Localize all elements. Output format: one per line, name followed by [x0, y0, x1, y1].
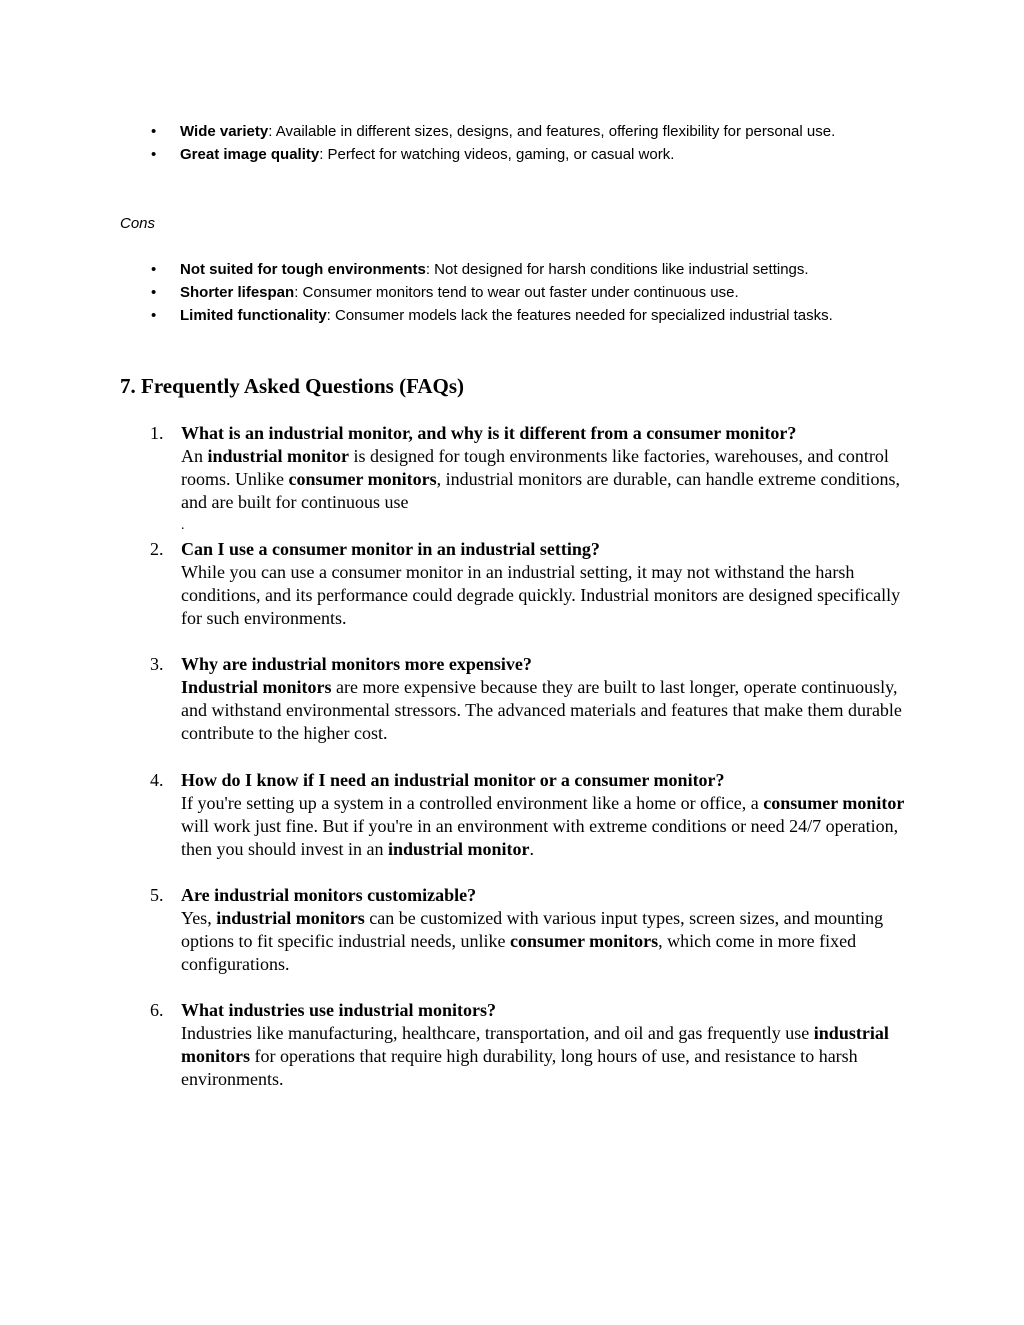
stray-period: . — [181, 518, 185, 533]
faq-number: 3. — [150, 654, 164, 674]
faq-heading: 7. Frequently Asked Questions (FAQs) — [120, 374, 464, 398]
bullet-icon: • — [151, 284, 157, 301]
list-item-term: Limited functionality — [180, 307, 327, 324]
answer-emphasis: industrial monitors — [181, 1023, 889, 1066]
faq-item — [0, 653, 1024, 745]
faq-number: 6. — [150, 1000, 164, 1020]
answer-emphasis: industrial monitors — [216, 908, 365, 928]
answer-emphasis: Industrial monitors — [181, 677, 332, 697]
answer-emphasis: consumer monitor — [763, 793, 905, 813]
answer-text: . — [529, 839, 534, 859]
list-item — [0, 120, 1024, 143]
answer-text: , industrial monitors are durable, can handle extreme conditions, and are built for continuous use — [181, 469, 901, 512]
answer-emphasis: consumer monitors — [509, 931, 659, 951]
cons-label: Cons — [120, 215, 156, 232]
faq-number: 5. — [150, 885, 164, 905]
list-item-term: Wide variety — [180, 123, 269, 140]
answer-text: , which come in more fixed configurations. — [181, 931, 857, 974]
faq-item — [0, 999, 1024, 1091]
faq-body — [181, 884, 911, 976]
list-item-text: : Consumer models lack the features needed for specialized industrial tasks. — [326, 307, 833, 324]
faq-item — [0, 538, 1024, 630]
answer-text: are more expensive because they are built to last longer, operate continuously, and withstand environmental stressors. The advanced materials and features that make them durable contribute to the higher cost. — [181, 677, 902, 743]
faq-number: 1. — [150, 423, 164, 443]
list-item — [0, 258, 1024, 281]
answer-text: Yes, — [181, 908, 217, 928]
answer-emphasis: industrial monitor — [207, 446, 350, 466]
cons-list — [0, 258, 1024, 327]
faq-question: Why are industrial monitors more expensive? — [181, 654, 532, 674]
list-item-term: Not suited for tough environments — [180, 261, 426, 278]
list-item-text: : Not designed for harsh conditions like industrial settings. — [425, 261, 809, 278]
faq-body — [181, 769, 911, 861]
faq-number: 4. — [150, 770, 164, 790]
answer-text: Industries like manufacturing, healthcare, transportation, and oil and gas frequently use — [181, 1023, 814, 1043]
answer-emphasis: industrial monitor — [387, 839, 530, 859]
list-item-text: : Available in different sizes, designs, and features, offering flexibility for personal use. — [268, 123, 836, 140]
faq-body — [181, 538, 911, 630]
faq-body — [181, 999, 911, 1091]
answer-text: for operations that require high durability, long hours of use, and resistance to harsh environments. — [181, 1046, 858, 1089]
list-item-text: : Perfect for watching videos, gaming, or casual work. — [319, 146, 675, 163]
faq-item — [0, 769, 1024, 861]
bullet-icon: • — [151, 123, 157, 140]
answer-text: is designed for tough environments like factories, warehouses, and control rooms. Unlike — [181, 446, 889, 489]
list-item — [0, 304, 1024, 327]
pros-list — [0, 120, 1024, 166]
faq-question: Can I use a consumer monitor in an industrial setting? — [181, 539, 600, 559]
list-item-text: : Consumer monitors tend to wear out faster under continuous use. — [294, 284, 739, 301]
list-item-term: Shorter lifespan — [180, 284, 295, 301]
faq-body — [181, 422, 911, 537]
faq-question: Are industrial monitors customizable? — [181, 885, 477, 905]
answer-text: An — [181, 446, 208, 466]
bullet-icon: • — [151, 261, 157, 278]
bullet-icon: • — [151, 146, 157, 163]
bullet-icon: • — [151, 307, 157, 324]
answer-text: can be customized with various input types, screen sizes, and mounting options to fit specific industrial needs, unlike — [181, 908, 884, 951]
faq-answer — [181, 676, 911, 745]
list-item — [0, 281, 1024, 304]
answer-emphasis: consumer monitors — [288, 469, 437, 489]
faq-item — [0, 422, 1024, 537]
faq-question: How do I know if I need an industrial monitor or a consumer monitor? — [181, 770, 725, 790]
faq-question: What industries use industrial monitors? — [181, 1000, 497, 1020]
faq-answer — [181, 792, 911, 861]
faq-body — [181, 653, 911, 745]
answer-text: If you're setting up a system in a controlled environment like a home or office, a — [181, 793, 764, 813]
list-item — [0, 143, 1024, 166]
faq-item — [0, 884, 1024, 976]
answer-text: will work just fine. But if you're in an environment with extreme conditions or need 24/7 operation, then you should invest in an — [181, 816, 899, 859]
faq-answer — [181, 445, 911, 514]
faq-question: What is an industrial monitor, and why is it different from a consumer monitor? — [181, 423, 797, 443]
faq-answer — [181, 907, 911, 976]
faq-number: 2. — [150, 539, 164, 559]
faq-answer — [181, 1022, 911, 1091]
faq-answer: While you can use a consumer monitor in an industrial setting, it may not withstand the harsh conditions, and its performance could degrade quickly. Industrial monitors are designed specifically for such environments. — [181, 562, 901, 628]
list-item-term: Great image quality — [180, 146, 320, 163]
